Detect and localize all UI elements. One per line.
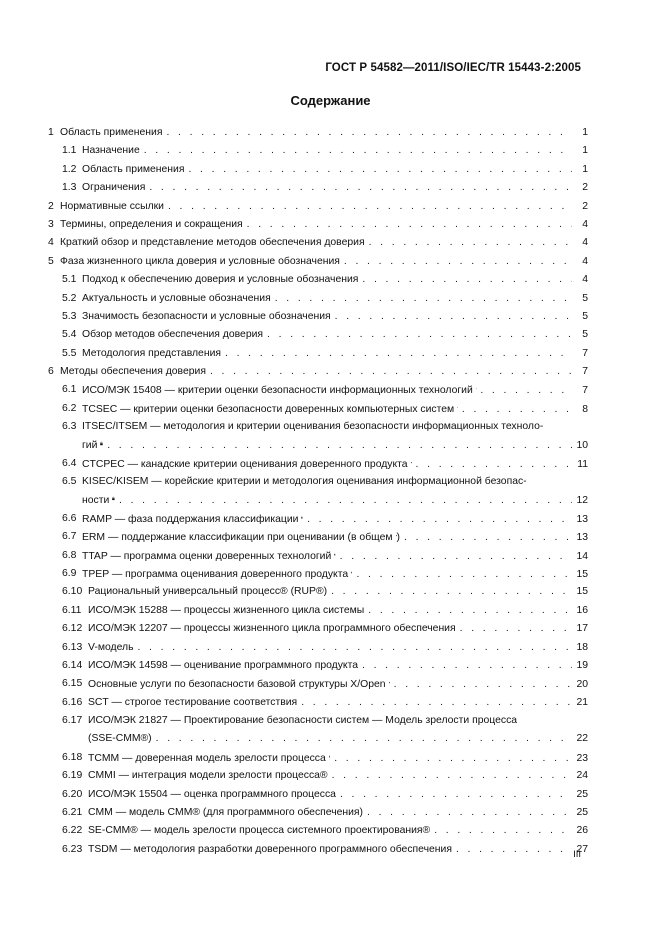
toc-entry-number: 6.5 — [62, 476, 77, 488]
toc-entry-number: 6.23 — [62, 843, 83, 855]
toc-entry-title: TSDM — методология разработки доверенного программного обеспечения — [88, 843, 452, 855]
page-title: Содержание — [290, 93, 371, 108]
toc-entry[interactable] — [48, 234, 588, 252]
toc-entry-title: ИСО/МЭК 15408 — критерии оценки безопасности информационных технологий — [82, 385, 473, 397]
toc-entry-number: 2 — [48, 200, 54, 212]
toc-entry-page: 25 — [576, 806, 588, 818]
toc-entry[interactable] — [48, 308, 588, 326]
toc-entry-title: TPEP — программа оценивания доверенного продукта — [82, 569, 349, 580]
dot-leader — [394, 679, 572, 690]
dot-leader — [188, 164, 572, 175]
toc-entry-title: Нормативные ссылки — [60, 200, 164, 212]
toc-entry[interactable] — [48, 400, 588, 418]
toc-entry-number: 6.14 — [62, 659, 83, 671]
toc-entry[interactable] — [48, 694, 588, 712]
toc-entry[interactable] — [48, 326, 588, 344]
toc-entry-number: 6.4 — [62, 457, 77, 469]
toc-entry-page: 7 — [582, 385, 588, 397]
dot-leader — [144, 145, 572, 156]
dot-leader — [462, 404, 572, 415]
dot-leader — [367, 807, 572, 818]
toc-entry-number: 1.3 — [62, 182, 77, 194]
toc-entry-title: Методы обеспечения доверия — [60, 366, 206, 378]
lock-icon — [301, 513, 303, 522]
toc-entry-title-suffix: ) — [396, 532, 400, 544]
toc-entry-title: SCT — строгое тестирование соответствия — [88, 696, 298, 708]
toc-entry-title: Термины, определения и сокращения — [60, 218, 243, 230]
toc-entry-page: 23 — [576, 752, 588, 764]
dot-leader — [404, 532, 572, 543]
toc-entry[interactable] — [48, 345, 588, 363]
lock-icon — [411, 458, 412, 467]
toc-entry-title: Подход к обеспечению доверия и условные обозначения — [82, 274, 359, 286]
toc-entry[interactable] — [48, 804, 588, 822]
toc-entry[interactable] — [48, 216, 588, 234]
toc-entry-number: 5.2 — [62, 292, 77, 304]
toc-entry-number: 6.9 — [62, 568, 77, 579]
toc-entry[interactable] — [48, 455, 588, 473]
dot-leader — [340, 789, 572, 800]
toc-entry-title: Область применения — [60, 127, 163, 138]
toc-entry[interactable] — [48, 620, 588, 638]
dot-leader — [225, 348, 572, 359]
toc-entry-page: 20 — [576, 679, 588, 691]
toc-entry-number: 6.22 — [62, 825, 83, 837]
lock-icon — [457, 403, 458, 412]
toc-entry-number: 6.2 — [62, 402, 77, 414]
toc-entry-page: 14 — [576, 550, 588, 562]
toc-entry-number: 6.13 — [62, 641, 83, 653]
toc-entry[interactable] — [48, 675, 588, 693]
dot-leader — [460, 623, 572, 634]
lock-icon — [351, 568, 352, 577]
dot-leader — [301, 697, 572, 708]
toc-entry-page: 18 — [576, 641, 588, 653]
toc-entry-page: 7 — [582, 366, 588, 378]
lock-icon — [112, 494, 115, 503]
toc-entry[interactable] — [48, 473, 588, 510]
toc-entry-number: 6.16 — [62, 696, 83, 708]
toc-entry-page: 13 — [576, 532, 588, 544]
dot-leader — [332, 770, 572, 781]
toc-entry-page: 27 — [576, 843, 588, 855]
dot-leader — [166, 127, 572, 138]
dot-leader — [119, 495, 572, 506]
toc-entry[interactable] — [48, 602, 588, 620]
toc-entry[interactable] — [48, 547, 588, 565]
toc-entry[interactable] — [48, 363, 588, 381]
toc-entry[interactable] — [48, 767, 588, 785]
toc-entry-title: ИСО/МЭК 15288 — процессы жизненного цикла системы — [88, 604, 365, 616]
toc-entry-number: 1 — [48, 127, 54, 138]
dot-leader — [168, 201, 572, 212]
lock-icon — [389, 678, 390, 687]
toc-entry-number: 6.19 — [62, 770, 83, 782]
toc-entry-number: 5 — [48, 255, 54, 267]
toc-entry-title: Область применения — [82, 163, 185, 175]
toc-entry-page: 5 — [582, 292, 588, 304]
toc-entry-number: 6.10 — [62, 586, 83, 598]
toc-entry-number: 6.1 — [62, 384, 77, 396]
toc-entry-title: CMM — модель CMM® (для программного обеспечения) — [88, 806, 364, 818]
toc-entry[interactable] — [48, 822, 588, 840]
toc-entry-page: 1 — [582, 163, 588, 175]
toc-entry-title: RAMP — фаза поддержания классификации — [82, 513, 299, 525]
toc-entry-page: 8 — [582, 403, 588, 415]
toc-entry[interactable] — [48, 841, 588, 859]
toc-entry[interactable] — [48, 271, 588, 289]
toc-entry-page: 19 — [576, 659, 588, 671]
toc-entry[interactable] — [48, 639, 588, 657]
toc-entry-number: 6.20 — [62, 788, 83, 800]
toc-entry-title: ИСО/МЭК 21827 — Проектирование безопасности систем — Модель зрелости процесса — [88, 715, 518, 727]
toc-entry-number: 6.11 — [62, 604, 82, 616]
toc-entry-title: Основные услуги по безопасности базовой структуры X/Open — [88, 679, 386, 691]
toc-entry-title: Методология представления — [82, 347, 222, 359]
dot-leader — [356, 569, 572, 580]
toc-entry-page: 21 — [576, 696, 588, 708]
dot-leader — [416, 459, 572, 470]
toc-entry[interactable] — [48, 381, 588, 399]
dot-leader — [210, 366, 572, 377]
toc-entry-page: 22 — [576, 733, 588, 745]
lock-icon — [334, 550, 335, 559]
toc-entry-page: 4 — [582, 274, 588, 286]
toc-entry[interactable] — [48, 142, 588, 160]
toc-entry-page: 12 — [576, 495, 588, 507]
lock-icon — [100, 439, 103, 448]
lock-icon — [329, 752, 330, 761]
toc-entry-page: 1 — [582, 127, 588, 138]
dot-leader — [107, 440, 572, 451]
toc-entry-title: ERM — поддержание классификации при оценивании (в общем — [82, 532, 393, 544]
toc-entry-page: 25 — [576, 788, 588, 800]
toc-entry-title: CTCPEC — канадские критерии оценивания доверенного продукта — [82, 458, 408, 470]
toc-entry-page: 26 — [576, 825, 588, 837]
toc-entry-number: 5.3 — [62, 310, 77, 322]
toc-entry-number: 6.18 — [62, 751, 83, 763]
toc-entry-number: 5.1 — [62, 274, 77, 286]
toc-entry-page: 13 — [576, 513, 588, 525]
toc-entry[interactable] — [48, 657, 588, 675]
toc-entry-page: 17 — [576, 623, 588, 635]
dot-leader — [362, 660, 572, 671]
dot-leader — [331, 586, 572, 597]
toc-entry-title: Значимость безопасности и условные обозначения — [82, 310, 331, 322]
toc-entry-page: 24 — [576, 770, 588, 782]
toc-entry-page: 4 — [582, 237, 588, 249]
toc-entry-page: 16 — [576, 604, 588, 616]
toc-entry[interactable] — [48, 712, 588, 749]
toc-entry[interactable] — [48, 418, 588, 455]
toc-entry-title-continuation: (SSE-CMM®) — [88, 733, 152, 745]
dot-leader — [156, 733, 572, 744]
toc-entry-title: Ограничения — [82, 182, 146, 194]
toc-entry-title-continuation: ности — [82, 495, 110, 507]
toc-entry-title: Обзор методов обеспечения доверия — [82, 329, 264, 341]
toc-entry-number: 5.4 — [62, 329, 77, 341]
lock-icon — [476, 384, 477, 393]
dot-leader — [369, 237, 572, 248]
toc-entry-title: ИСО/МЭК 15504 — оценка программного процесса — [88, 788, 336, 800]
dot-leader — [275, 293, 572, 304]
toc-entry-number: 6.7 — [62, 531, 77, 543]
toc-entry-number: 6.8 — [62, 549, 77, 561]
toc-entry[interactable] — [48, 161, 588, 179]
dot-leader — [340, 551, 572, 562]
toc-entry-page: 2 — [582, 182, 588, 194]
toc-entry-title: CMMI — интеграция модели зрелости процесса® — [88, 770, 328, 782]
document-header: ГОСТ Р 54582—2011/ISO/IEC/TR 15443-2:2005 — [325, 62, 581, 74]
toc-entry-title: ITSEC/ITSEM — методология и критерии оценивания безопасности информационных техноло- — [82, 421, 544, 433]
toc-entry-page: 5 — [582, 310, 588, 322]
toc-entry-title: ИСО/МЭК 14598 — оценивание программного продукта — [88, 659, 359, 671]
dot-leader — [307, 514, 572, 525]
dot-leader — [267, 329, 572, 340]
toc-entry-title: Рациональный универсальный процесс® (RUP®) — [88, 586, 328, 598]
dot-leader — [137, 642, 572, 653]
toc-entry-title: V-модель — [88, 641, 134, 653]
toc-entry-page: 15 — [576, 569, 588, 580]
toc-entry-number: 6 — [48, 366, 54, 378]
toc-entry[interactable] — [48, 198, 588, 216]
dot-leader — [480, 385, 572, 396]
dot-leader — [335, 311, 572, 322]
toc-entry-number: 5.5 — [62, 347, 77, 359]
toc-entry-number: 6.17 — [62, 715, 83, 727]
toc-entry-title: Фаза жизненного цикла доверия и условные обозначения — [60, 255, 340, 267]
toc-entry-title: TTAP — программа оценки доверенных технологий — [82, 550, 332, 562]
toc-entry-number: 1.1 — [62, 145, 77, 157]
toc-entry[interactable] — [48, 510, 588, 528]
page-number: III — [573, 849, 581, 860]
dot-leader — [149, 182, 572, 193]
toc-entry-number: 6.15 — [62, 678, 83, 690]
toc-entry-page: 7 — [582, 347, 588, 359]
toc-entry-title: TCMM — доверенная модель зрелости процесса — [88, 752, 326, 764]
toc-entry-page: 11 — [577, 458, 588, 470]
toc-entry-title: Актуальность и условные обозначения — [82, 292, 271, 304]
toc-entry-page: 1 — [582, 145, 588, 157]
toc-entry-title: TCSEC — критерии оценки безопасности доверенных компьютерных систем — [82, 403, 455, 415]
dot-leader — [434, 825, 572, 836]
dot-leader — [368, 605, 572, 616]
toc-entry[interactable] — [48, 253, 588, 271]
toc-entry[interactable] — [48, 179, 588, 197]
toc-entry-page: 4 — [582, 255, 588, 267]
toc-entry[interactable] — [48, 528, 588, 546]
toc-entry[interactable] — [48, 786, 588, 804]
toc-entry-page: 10 — [576, 440, 588, 452]
dot-leader — [334, 753, 572, 764]
toc-entry-number: 6.6 — [62, 512, 77, 524]
toc-entry-number: 6.12 — [62, 623, 83, 635]
toc-entry-number: 6.21 — [62, 806, 83, 818]
table-of-contents — [48, 124, 588, 859]
toc-entry-page: 2 — [582, 200, 588, 212]
toc-entry-title: SE-CMM® — модель зрелости процесса системного проектирования® — [88, 825, 431, 837]
dot-leader — [456, 844, 572, 855]
toc-entry[interactable] — [48, 583, 588, 601]
toc-entry-number: 1.2 — [62, 163, 77, 175]
toc-entry-title-continuation: гий — [82, 440, 98, 452]
toc-entry-title: KISEC/KISEM — корейские критерии и методология оценивания информационной безопас- — [82, 476, 527, 488]
toc-entry-number: 6.3 — [62, 421, 77, 433]
toc-entry-page: 5 — [582, 329, 588, 341]
toc-entry[interactable] — [48, 565, 588, 583]
toc-entry-page: 4 — [582, 218, 588, 230]
toc-entry-number: 4 — [48, 237, 54, 249]
toc-entry-title: ИСО/МЭК 12207 — процессы жизненного цикла программного обеспечения — [88, 623, 456, 635]
dot-leader — [247, 219, 572, 230]
dot-leader — [344, 256, 572, 267]
toc-entry[interactable] — [48, 124, 588, 142]
toc-entry-number: 3 — [48, 218, 54, 230]
dot-leader — [362, 274, 572, 285]
toc-entry-title: Краткий обзор и представление методов обеспечения доверия — [60, 237, 365, 249]
toc-entry[interactable] — [48, 290, 588, 308]
toc-entry-title: Назначение — [82, 145, 140, 157]
toc-entry[interactable] — [48, 749, 588, 767]
toc-entry-page: 15 — [576, 586, 588, 598]
